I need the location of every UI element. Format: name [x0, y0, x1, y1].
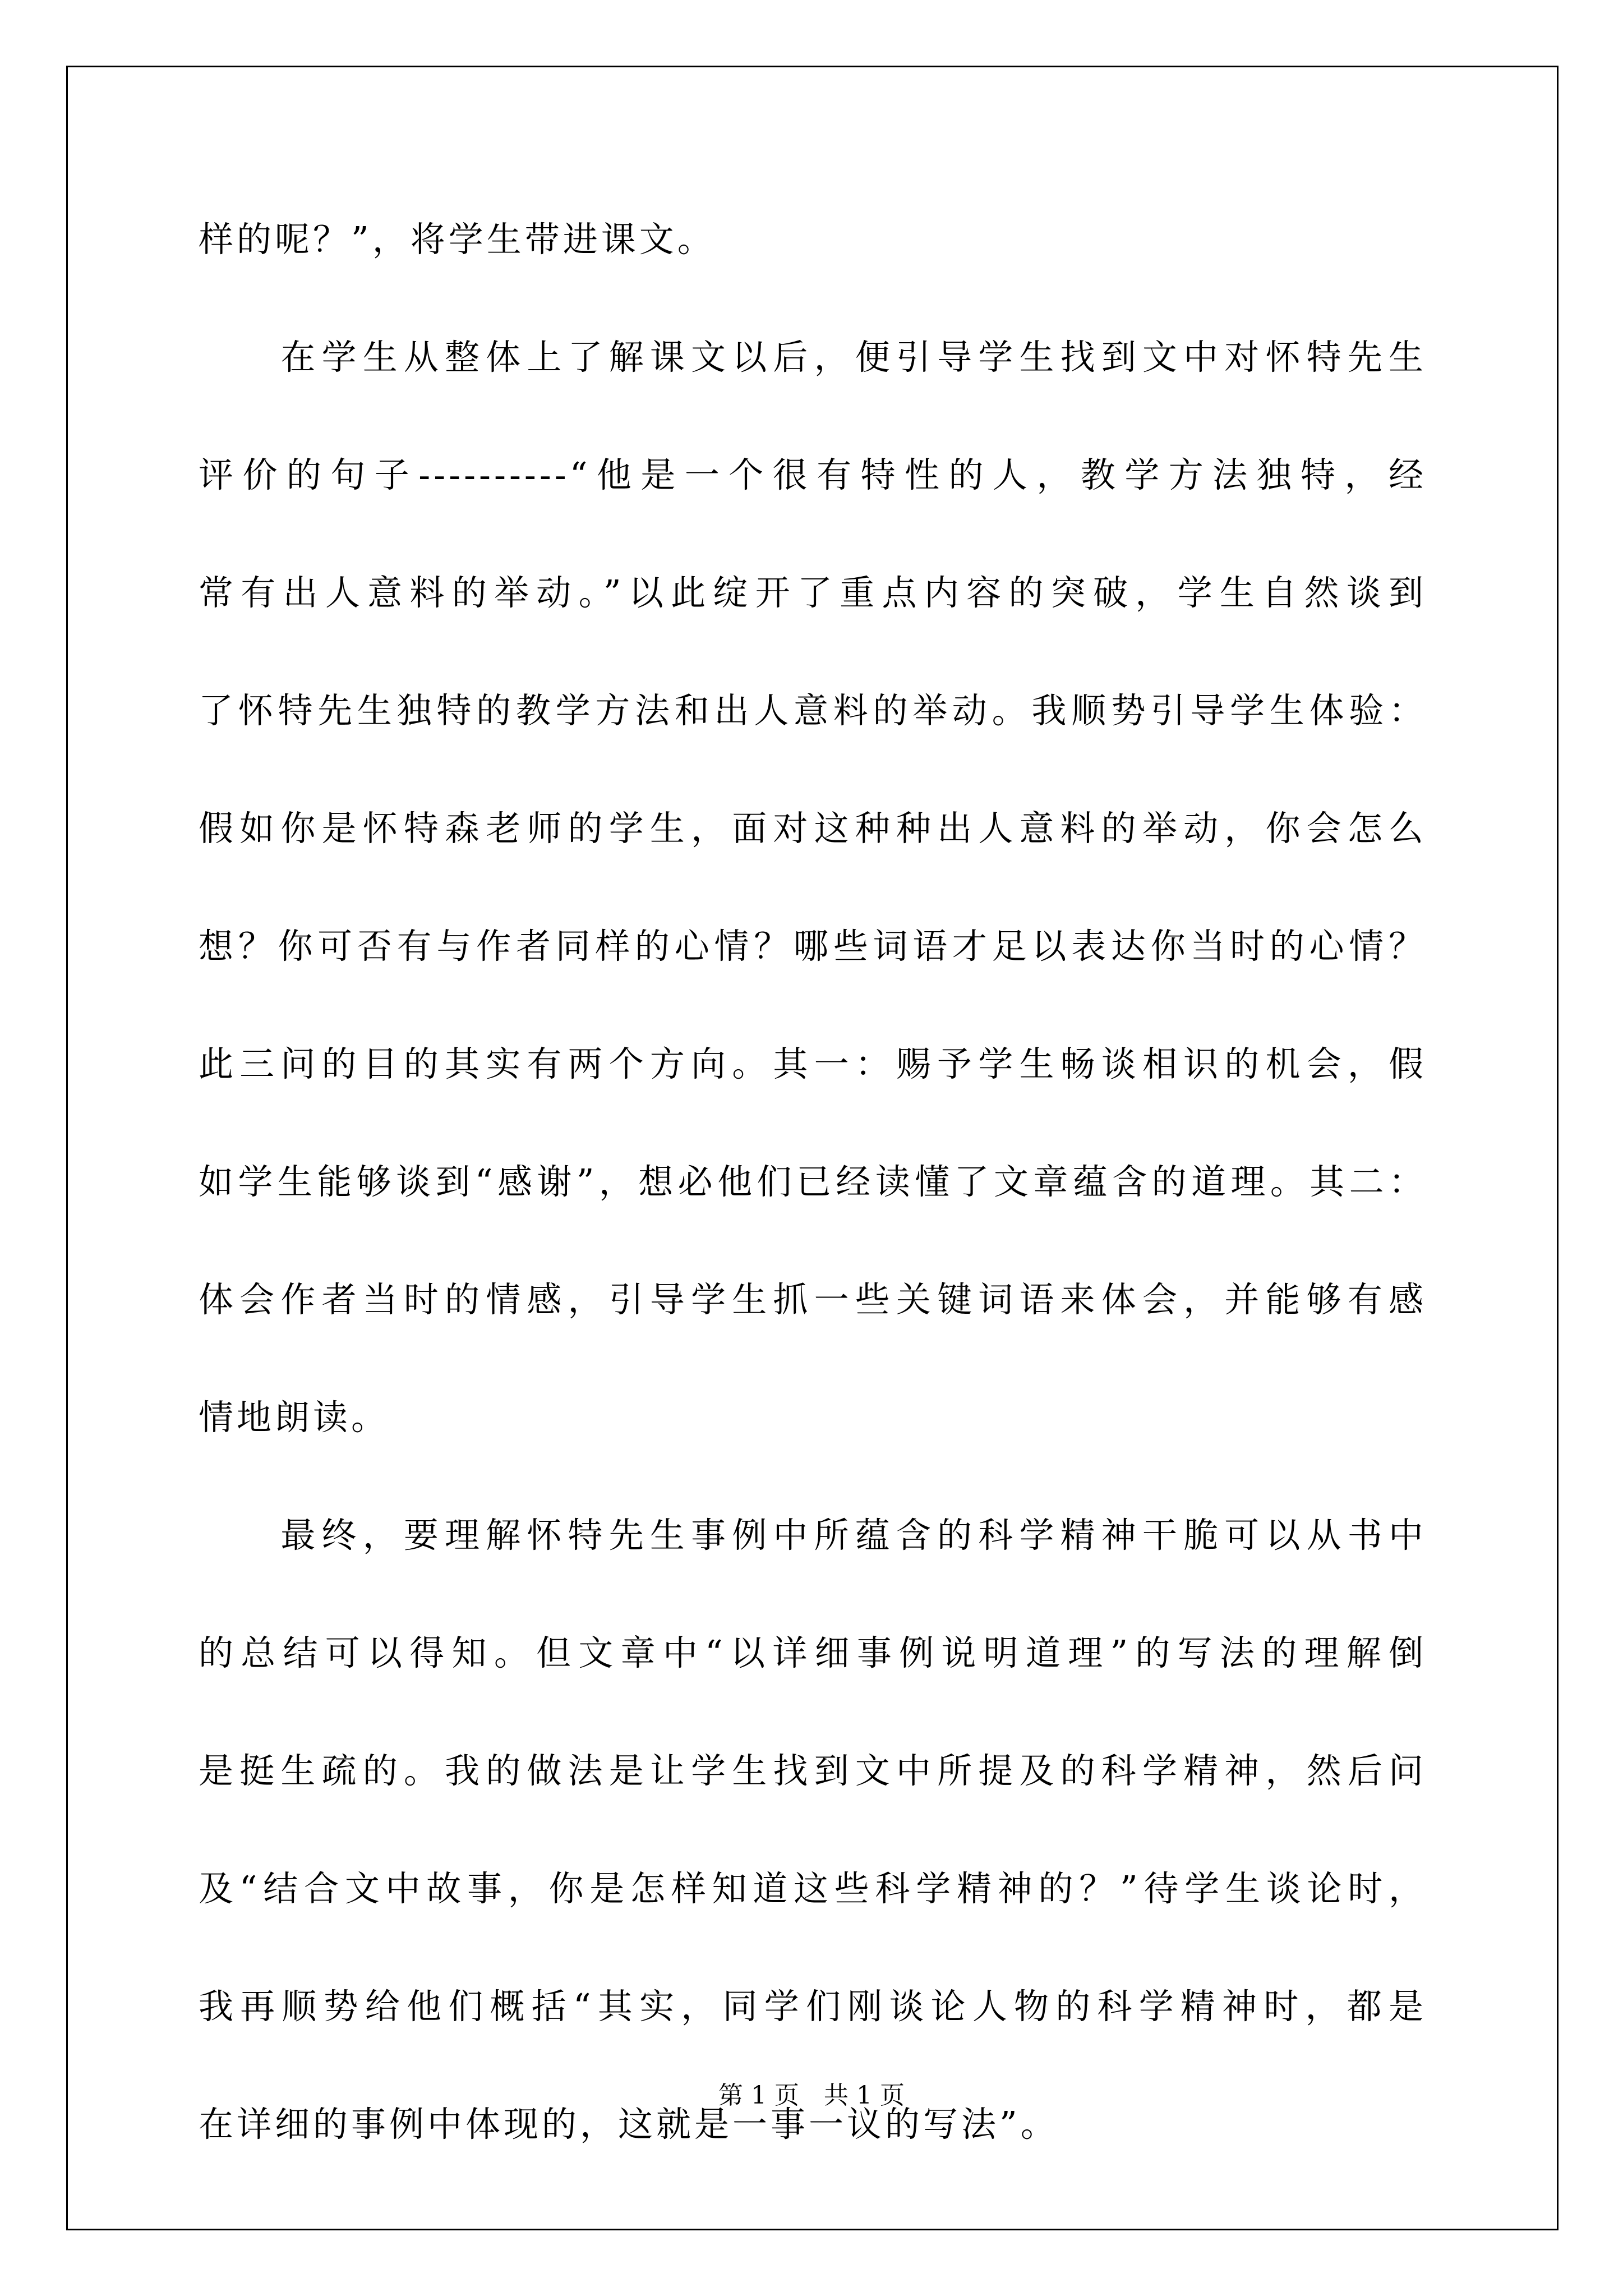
- text-line: 体会作者当时的情感，引导学生抓一些关键词语来体会，并能够有感: [199, 1279, 1427, 1320]
- text-line: 评价的句子----------“他是一个很有特性的人，教学方法独特，经: [199, 454, 1427, 495]
- page-number-footer: 第 1 页 共 1 页: [718, 2081, 905, 2110]
- text-line: 最终，要理解怀特先生事例中所蕴含的科学精神干脆可以从书中: [199, 1515, 1427, 1556]
- text-line: 是挺生疏的。我的做法是让学生找到文中所提及的科学精神，然后问: [199, 1750, 1427, 1791]
- text-line: 在详细的事例中体现的，这就是一事一议的写法”。: [199, 2104, 1059, 2145]
- text-line: 如学生能够谈到“感谢”，想必他们已经读懂了文章蕴含的道理。其二：: [199, 1161, 1427, 1202]
- text-line: 情地朗读。: [199, 1397, 390, 1438]
- text-line: 常有出人意料的举动。”以此绽开了重点内容的突破，学生自然谈到: [199, 572, 1427, 613]
- text-line: 此三问的目的其实有两个方向。其一：赐予学生畅谈相识的机会，假: [199, 1043, 1427, 1084]
- text-line: 我再顺势给他们概括“其实，同学们刚谈论人物的科学精神时，都是: [199, 1986, 1427, 2027]
- text-line: 了怀特先生独特的教学方法和出人意料的举动。我顺势引导学生体验：: [199, 690, 1427, 731]
- text-line: 样的呢？”，将学生带进课文。: [199, 219, 716, 260]
- text-line: 的总结可以得知。但文章中“以详细事例说明道理”的写法的理解倒: [199, 1632, 1427, 1673]
- text-line: 及“结合文中故事，你是怎样知道这些科学精神的？”待学生谈论时，: [199, 1868, 1427, 1909]
- text-line: 想？你可否有与作者同样的心情？哪些词语才足以表达你当时的心情？: [199, 926, 1427, 967]
- text-line: 假如你是怀特森老师的学生，面对这种种出人意料的举动，你会怎么: [199, 808, 1427, 849]
- text-line: 在学生从整体上了解课文以后，便引导学生找到文中对怀特先生: [199, 337, 1427, 378]
